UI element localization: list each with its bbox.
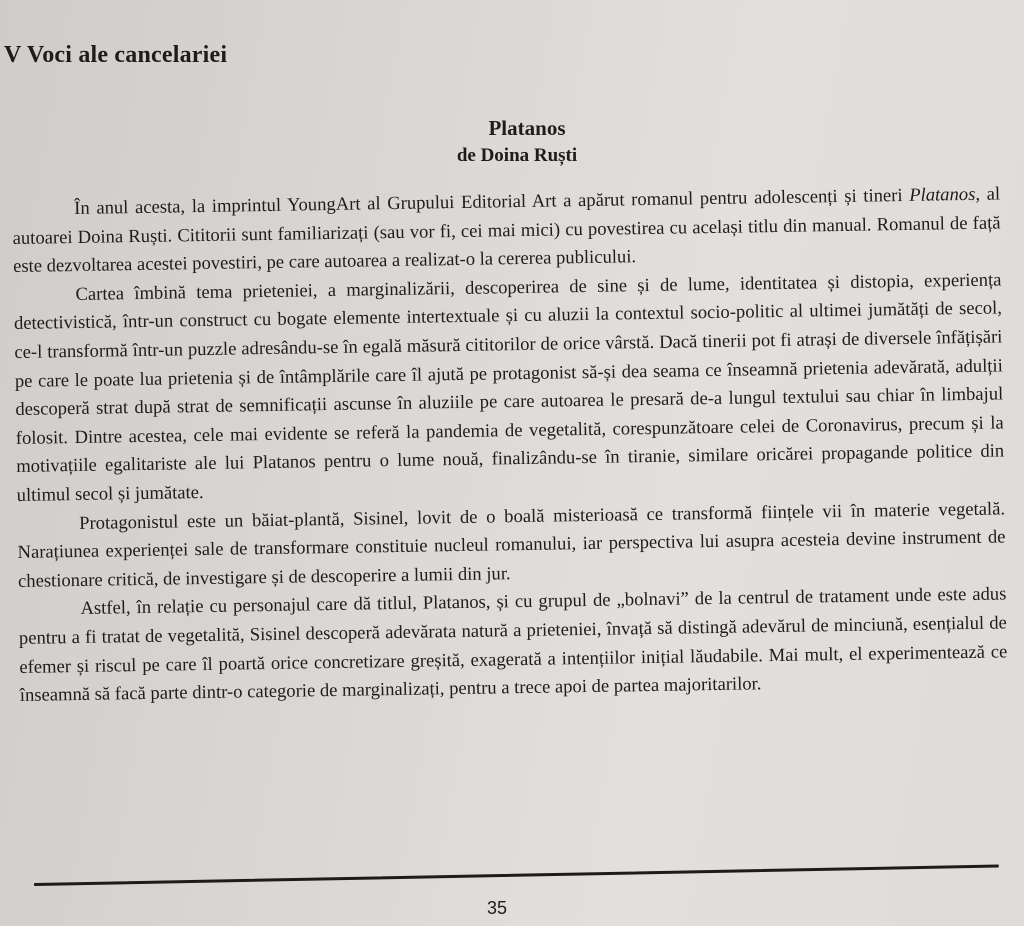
- paragraph-1-part-2: , al autoarei Doina Ruști. Cititorii sunt familiarizați (sau vor fi, cei mai mici) cu povestirea cu același titlu din manual. Romanul de față este dezvoltarea acestei povestiri, pe care autoarea a realizat-o la cererea publicului.: [12, 183, 1001, 278]
- paragraph-3: Protagonistul este un băiat-plantă, Sisinel, lovit de o boală misterioasă ce transformă ființele vii în materie vegetală. Narațiunea experienței sale de transformare constituie nucleul romanului, iar perspectiva lui asupra acesteia devine instrument de chestionare critică, de investigare și de descoperire a lumii din jur.: [17, 497, 1006, 592]
- paragraph-1-part-1: În anul acesta, la imprintul YoungArt al Grupului Editorial Art a apărut romanul pentru adolescenți și tineri: [74, 184, 910, 220]
- article-title: Platanos: [488, 116, 566, 140]
- page-number: 35: [486, 898, 508, 918]
- paragraph-4: Astfel, în relație cu personajul care dă titlul, Platanos, și cu grupul de „bolnavi” de la centrul de tratament unde este adus pentru a fi tratat de vegetalită, Sisinel descoperă adevărata natură a prieteniei, învață să distingă adevărul de minciună, esențialul de efemer și riscul pe care îl poartă orice concretizare greșită, exagerată a intențiilor inițial lăudabile. Mai mult, el experimentează ce înseamnă să facă parte dintr-o categorie de marginalizați, pentru a trece apoi de partea majoritarilor.: [18, 583, 1008, 707]
- article-byline: de Doina Ruști: [456, 145, 578, 166]
- article-title-block: [0, 116, 1024, 167]
- section-header: V Voci ale cancelariei: [4, 42, 228, 68]
- paragraph-2: Cartea îmbină tema prieteniei, a marginalizării, descoperirea de sine și de lume, identitatea și distopia, experiența detectivistică, într-un construct cu bogate elemente intertextuale și cu aluzii la contextul socio-politic al ultimei jumătăți de secol, ce-l transformă într-un puzzle adresându-se în egală măsură cititorilor de orice vârstă. Dacă tinerii pot fi atrași de diversele înfățișări pe care le poate lua prietenia și de întâmplările care îl ajută pe protagonist să-și dea seama ce înseamnă prietenia adevărată, adulții descoperă strat după strat de semnificații ascunse în aluziile pe care autoarea le presară de-a lungul textului sau chiar în limbajul folosit. Dintre acestea, cele mai evidente se referă la pandemia de vegetalită, corespunzătoare celei de Coronavirus, precum și la motivațiile egalitariste ale lui Platanos pentru o lume nouă, finalizându-se în tiranie, similare oricărei propagande politice din ultimul secol și jumătate.: [13, 269, 1005, 506]
- footer-rule: [34, 864, 999, 886]
- article-body: [12, 180, 1008, 710]
- paragraph-1: [12, 180, 1001, 281]
- paragraph-1-book-title: Platanos: [909, 183, 976, 206]
